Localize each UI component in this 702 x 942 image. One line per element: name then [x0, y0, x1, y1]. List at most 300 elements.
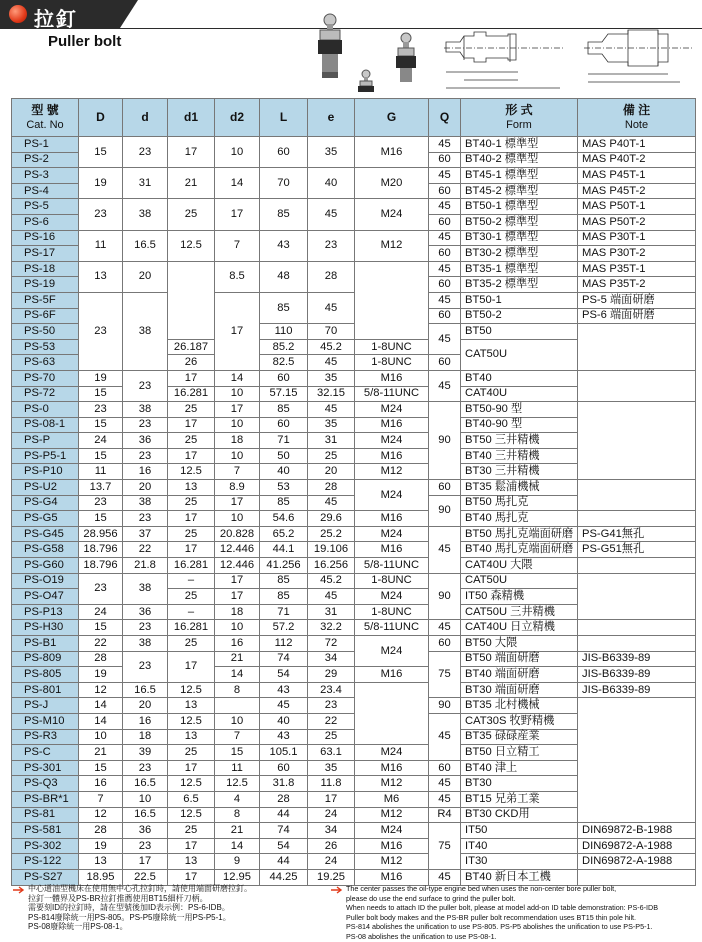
note-en-line: please do use the end surface to grind the puller bolt. — [346, 893, 516, 903]
cell-cat: PS-63 — [12, 355, 79, 371]
cell-d1: 25 — [168, 199, 215, 230]
cell-form: CAT50U — [461, 573, 578, 589]
cell-d: 10 — [123, 791, 168, 807]
cell-cat: PS-P5-1 — [12, 448, 79, 464]
cell-cat: PS-B1 — [12, 636, 79, 652]
notes-en — [346, 884, 696, 942]
cell-e: 20 — [308, 464, 355, 480]
cell-e: 45 — [308, 589, 355, 605]
cell-d1: 13 — [168, 729, 215, 745]
cell-cat: PS-4 — [12, 183, 79, 199]
cell-cat: PS-72 — [12, 386, 79, 402]
cell-d1: 17 — [168, 542, 215, 558]
cell-e: 29.6 — [308, 511, 355, 527]
cell-e: 31 — [308, 433, 355, 449]
cell-d1: 26.187 — [168, 339, 215, 355]
cell-Q: 60 — [429, 183, 461, 199]
cell-note: PS-G51無孔 — [578, 542, 696, 558]
cell-d2: 7 — [215, 729, 260, 745]
cell-Q: 60 — [429, 308, 461, 324]
cell-d1: 17 — [168, 511, 215, 527]
cell-D: 15 — [79, 760, 123, 776]
cell-form: BT50 馬扎克 — [461, 495, 578, 511]
cell-cat: PS-P10 — [12, 464, 79, 480]
table-row — [12, 526, 696, 542]
note-en-line: The center passes the oil-type engine bed when uses the non-center bore puller bolt, — [346, 884, 617, 893]
cell-cat: PS-0 — [12, 402, 79, 418]
cell-e: 72 — [308, 636, 355, 652]
col-header-note: 備 注 Note — [578, 99, 696, 137]
cell-G: M12 — [355, 464, 429, 480]
cell-d1: 12.5 — [168, 807, 215, 823]
cell-d1: 13 — [168, 698, 215, 714]
cell-L: 112 — [260, 636, 308, 652]
cell-cat: PS-Q3 — [12, 776, 79, 792]
cell-G: M24 — [355, 480, 429, 511]
cell-d1: 6.5 — [168, 791, 215, 807]
cell-d2: 14 — [215, 168, 260, 199]
cell-note — [578, 636, 696, 652]
cell-form: BT50 端面研磨 — [461, 651, 578, 667]
cell-cat: PS-302 — [12, 838, 79, 854]
cell-cat: PS-53 — [12, 339, 79, 355]
cell-d2: 10 — [215, 511, 260, 527]
cell-e: 45 — [308, 355, 355, 371]
cell-form: BT45-2 標準型 — [461, 183, 578, 199]
cell-form: BT30 端面研磨 — [461, 682, 578, 698]
cell-cat: PS-581 — [12, 823, 79, 839]
cell-L: 85 — [260, 589, 308, 605]
table-row — [12, 636, 696, 652]
cell-L: 44.25 — [260, 869, 308, 885]
cell-Q: 60 — [429, 152, 461, 168]
cell-d2: 8 — [215, 807, 260, 823]
cell-d1: 17 — [168, 869, 215, 885]
table-row — [12, 667, 696, 683]
cell-form: BT30 三井精機 — [461, 464, 578, 480]
cell-d2: 10 — [215, 417, 260, 433]
cell-L: 74 — [260, 823, 308, 839]
cell-D: 15 — [79, 620, 123, 636]
col-header-d2: d2 — [215, 99, 260, 137]
cell-L: 74 — [260, 651, 308, 667]
note-zh-line: 中心通油型機床在使用無中心孔拉釘時，請使用端面研磨拉釘。 — [28, 884, 252, 893]
cell-d2: 10 — [215, 386, 260, 402]
col-header-L: L — [260, 99, 308, 137]
cell-D: 19 — [79, 370, 123, 386]
cell-note: MAS P35T-1 — [578, 261, 696, 277]
cell-Q: 60 — [429, 277, 461, 293]
cell-G: M24 — [355, 199, 429, 230]
cell-Q: 45 — [429, 791, 461, 807]
cell-d: 23 — [123, 448, 168, 464]
cell-d: 23 — [123, 370, 168, 401]
cell-d: 17 — [123, 854, 168, 870]
cell-d2: 17 — [215, 292, 260, 370]
cell-D: 24 — [79, 433, 123, 449]
cell-d2: 17 — [215, 495, 260, 511]
cell-Q: 60 — [429, 760, 461, 776]
cell-Q: 45 — [429, 869, 461, 885]
cell-e: 34 — [308, 823, 355, 839]
cell-cat: PS-17 — [12, 246, 79, 262]
cell-cat: PS-P13 — [12, 604, 79, 620]
page-title-zh: 拉釘 — [34, 9, 78, 31]
table-row — [12, 573, 696, 589]
cell-cat: PS-81 — [12, 807, 79, 823]
table-row — [12, 168, 696, 184]
cell-d1: 13 — [168, 854, 215, 870]
cell-note: MAS P50T-1 — [578, 199, 696, 215]
cell-form: BT30 CKD用 — [461, 807, 578, 823]
cell-L: 41.256 — [260, 558, 308, 574]
cell-L: 71 — [260, 433, 308, 449]
cell-d: 39 — [123, 745, 168, 761]
cell-G: M20 — [355, 168, 429, 199]
cell-cat: PS-3 — [12, 168, 79, 184]
cell-d: 16 — [123, 713, 168, 729]
cell-Q: 90 — [429, 698, 461, 714]
cell-cat: PS-G45 — [12, 526, 79, 542]
cell-e: 23 — [308, 698, 355, 714]
cell-cat: PS-O19 — [12, 573, 79, 589]
arrow-icon — [330, 886, 344, 894]
cell-form: BT40 三井精機 — [461, 448, 578, 464]
cell-cat: PS-6F — [12, 308, 79, 324]
cell-e: 29 — [308, 667, 355, 683]
cell-D: 19 — [79, 168, 123, 199]
cell-G: M24 — [355, 745, 429, 761]
cell-note — [578, 370, 696, 401]
cell-form: BT50 馬扎克端面研磨 — [461, 526, 578, 542]
cell-e: 23 — [308, 230, 355, 261]
cell-e: 31 — [308, 604, 355, 620]
table-row — [12, 620, 696, 636]
cell-d1: 26 — [168, 355, 215, 371]
cell-d1: 21 — [168, 168, 215, 199]
table-body — [12, 137, 696, 886]
cell-G: 1-8UNC — [355, 604, 429, 620]
cell-L: 60 — [260, 370, 308, 386]
cell-cat: PS-O47 — [12, 589, 79, 605]
cell-e: 19.106 — [308, 542, 355, 558]
cell-note: JIS-B6339-89 — [578, 667, 696, 683]
cell-d: 23 — [123, 417, 168, 433]
cell-G: M24 — [355, 823, 429, 839]
cell-form: BT45-1 標準型 — [461, 168, 578, 184]
cell-G: M24 — [355, 433, 429, 449]
cell-form: IT50 — [461, 823, 578, 839]
note-zh-line: 需要刻ID的拉釘時，請在型號後加ID表示例：PS-6-IDB。 — [28, 903, 230, 913]
table-row — [12, 137, 696, 153]
cell-note — [578, 511, 696, 527]
cell-e: 34 — [308, 651, 355, 667]
cell-G: M24 — [355, 636, 429, 667]
cell-e: 25.2 — [308, 526, 355, 542]
cell-form: CAT40U — [461, 386, 578, 402]
cell-L: 31.8 — [260, 776, 308, 792]
cell-form: BT50-1 — [461, 292, 578, 308]
cell-cat: PS-G4 — [12, 495, 79, 511]
cell-d2: 21 — [215, 823, 260, 839]
cell-cat: PS-1 — [12, 137, 79, 153]
note-zh-line: 拉釘一體界及PS-BR拉釘推薦使用BT15細杆刀柄。 — [28, 893, 208, 903]
page-header — [0, 0, 702, 96]
cell-note: DIN69872-B-1988 — [578, 823, 696, 839]
cell-G: M12 — [355, 854, 429, 870]
cell-d: 38 — [123, 199, 168, 230]
cell-Q: 45 — [429, 620, 461, 636]
cell-Q: 90 — [429, 573, 461, 620]
cell-D: 14 — [79, 698, 123, 714]
cell-D: 23 — [79, 402, 123, 418]
cell-note — [578, 558, 696, 574]
cell-e: 40 — [308, 168, 355, 199]
cell-d2: 17 — [215, 573, 260, 589]
cell-G: 5/8-11UNC — [355, 386, 429, 402]
cell-L: 60 — [260, 417, 308, 433]
cell-note: DIN69872-A-1988 — [578, 838, 696, 854]
cell-G: 5/8-11UNC — [355, 558, 429, 574]
cell-d: 38 — [123, 636, 168, 652]
cell-d1: 17 — [168, 370, 215, 386]
cell-cat: PS-2 — [12, 152, 79, 168]
cell-e: 11.8 — [308, 776, 355, 792]
cell-D: 12 — [79, 807, 123, 823]
cell-d: 23 — [123, 760, 168, 776]
cell-D: 15 — [79, 386, 123, 402]
cell-D: 12 — [79, 682, 123, 698]
cell-e: 17 — [308, 791, 355, 807]
cell-d2: 8.5 — [215, 261, 260, 292]
cell-e: 45.2 — [308, 339, 355, 355]
cell-d: 22 — [123, 542, 168, 558]
cell-d1: – — [168, 573, 215, 589]
cell-L: 54.6 — [260, 511, 308, 527]
cell-d: 23 — [123, 137, 168, 168]
cell-L: 40 — [260, 713, 308, 729]
cell-D: 23 — [79, 495, 123, 511]
cell-G: M24 — [355, 402, 429, 418]
cell-D: 23 — [79, 573, 123, 604]
cell-G — [355, 261, 429, 339]
cell-D: 11 — [79, 230, 123, 261]
cell-d2: 20.828 — [215, 526, 260, 542]
table-row — [12, 292, 696, 308]
cell-note: DIN69872-A-1988 — [578, 854, 696, 870]
cell-d1: 17 — [168, 838, 215, 854]
cell-D: 23 — [79, 292, 123, 370]
cell-D: 11 — [79, 464, 123, 480]
cell-d2: 14 — [215, 838, 260, 854]
cell-Q: 45 — [429, 526, 461, 573]
cell-L: 48 — [260, 261, 308, 292]
cell-L: 105.1 — [260, 745, 308, 761]
cell-e: 45 — [308, 292, 355, 323]
spec-table — [11, 98, 696, 886]
cell-form: BT40 馬扎克端面研磨 — [461, 542, 578, 558]
cell-d2: 7 — [215, 230, 260, 261]
note-zh-line: PS-814廢除統一用PS-805。PS-P5廢除統一用PS-P5-1。 — [28, 912, 231, 922]
cell-cat: PS-G58 — [12, 542, 79, 558]
cell-e: 25 — [308, 729, 355, 745]
cell-cat: PS-805 — [12, 667, 79, 683]
cell-form: BT50 大隈 — [461, 636, 578, 652]
cell-D: 21 — [79, 745, 123, 761]
cell-form: BT40 新日本工機 — [461, 869, 578, 885]
cell-d: 38 — [123, 495, 168, 511]
cell-form: IT50 森精機 — [461, 589, 578, 605]
cell-d2: 8.9 — [215, 480, 260, 496]
cell-L: 85 — [260, 573, 308, 589]
table-row — [12, 823, 696, 839]
col-header-D: D — [79, 99, 123, 137]
cell-L: 45 — [260, 698, 308, 714]
cell-d: 23 — [123, 651, 168, 682]
cell-d: 36 — [123, 433, 168, 449]
cell-d: 38 — [123, 573, 168, 604]
cell-L: 50 — [260, 448, 308, 464]
cell-form: BT50 日立精工 — [461, 745, 578, 761]
cell-D: 22 — [79, 636, 123, 652]
cell-L: 85 — [260, 402, 308, 418]
cell-G: M12 — [355, 776, 429, 792]
cell-d: 36 — [123, 604, 168, 620]
cell-L: 44 — [260, 807, 308, 823]
cell-d2: 9 — [215, 854, 260, 870]
col-header-G: G — [355, 99, 429, 137]
cell-d: 23 — [123, 838, 168, 854]
cell-Q: 90 — [429, 402, 461, 480]
cell-L: 43 — [260, 230, 308, 261]
cell-d2: 14 — [215, 667, 260, 683]
cell-form: IT40 — [461, 838, 578, 854]
cell-Q: 60 — [429, 355, 461, 371]
table-row — [12, 838, 696, 854]
cell-d2: 14 — [215, 370, 260, 386]
cell-note: MAS P45T-1 — [578, 168, 696, 184]
cell-L: 28 — [260, 791, 308, 807]
cell-form: CAT50U — [461, 339, 578, 370]
cell-e: 26 — [308, 838, 355, 854]
cell-D: 13.7 — [79, 480, 123, 496]
cell-D: 24 — [79, 604, 123, 620]
cell-d2: 17 — [215, 199, 260, 230]
cell-D: 15 — [79, 511, 123, 527]
cell-L: 57.15 — [260, 386, 308, 402]
cell-d1: 12.5 — [168, 776, 215, 792]
cell-note: PS-5 端面研磨 — [578, 292, 696, 308]
cell-Q: 45 — [429, 261, 461, 277]
cell-D: 14 — [79, 713, 123, 729]
title-bar-tab — [120, 0, 138, 28]
cell-d: 16.5 — [123, 776, 168, 792]
note-en-line: PS-08 abolishes the unification to use PS-08-1. — [346, 931, 497, 941]
cell-note: MAS P35T-2 — [578, 277, 696, 293]
cell-Q: 60 — [429, 480, 461, 496]
cell-d2: 18 — [215, 433, 260, 449]
cell-d2: 10 — [215, 448, 260, 464]
note-en-line: Puller bolt body makes and the PS-BR puller bolt recommendation uses BT15 thin pole hilt. — [346, 912, 637, 922]
cell-note: PS-6 端面研磨 — [578, 308, 696, 324]
cell-L: 54 — [260, 838, 308, 854]
col-header-cat: 型 號 Cat. No — [12, 99, 79, 137]
cell-D: 18.95 — [79, 869, 123, 885]
cell-e: 28 — [308, 480, 355, 496]
cell-form: BT50-2 — [461, 308, 578, 324]
cell-cat: PS-301 — [12, 760, 79, 776]
cell-cat: PS-5F — [12, 292, 79, 308]
cell-Q: 60 — [429, 636, 461, 652]
cell-d2: 10 — [215, 137, 260, 168]
cell-L: 85 — [260, 495, 308, 511]
cell-G: 1-8UNC — [355, 355, 429, 371]
cell-L: 57.2 — [260, 620, 308, 636]
cell-cat: PS-50 — [12, 324, 79, 340]
cell-e: 45.2 — [308, 573, 355, 589]
cell-e: 25 — [308, 448, 355, 464]
cell-form: BT30 — [461, 776, 578, 792]
cell-d: 23 — [123, 511, 168, 527]
table-row — [12, 511, 696, 527]
cell-note: MAS P30T-1 — [578, 230, 696, 246]
cell-Q: 45 — [429, 168, 461, 184]
cell-G: 1-8UNC — [355, 339, 429, 355]
cell-d2: 10 — [215, 713, 260, 729]
puller-bolt-drawing — [440, 8, 695, 92]
table-row — [12, 199, 696, 215]
table-row — [12, 854, 696, 870]
cell-Q: 90 — [429, 495, 461, 526]
cell-L: 85 — [260, 199, 308, 230]
cell-D: 18.796 — [79, 558, 123, 574]
cell-form: BT40-1 標準型 — [461, 137, 578, 153]
cell-d1: 17 — [168, 448, 215, 464]
cell-d2: 18 — [215, 604, 260, 620]
cell-d1: 25 — [168, 526, 215, 542]
cell-e: 32.15 — [308, 386, 355, 402]
cell-D: 10 — [79, 729, 123, 745]
cell-note — [578, 698, 696, 823]
cell-D: 23 — [79, 199, 123, 230]
cell-d2: 8 — [215, 682, 260, 698]
cell-form: BT40 津上 — [461, 760, 578, 776]
cell-form: BT40 馬扎克 — [461, 511, 578, 527]
table-header-row — [12, 99, 696, 137]
cell-e: 45 — [308, 495, 355, 511]
cell-G: M16 — [355, 448, 429, 464]
cell-cat: PS-70 — [12, 370, 79, 386]
cell-G: M12 — [355, 230, 429, 261]
cell-e: 22 — [308, 713, 355, 729]
cell-cat: PS-J — [12, 698, 79, 714]
cell-form: BT35-1 標準型 — [461, 261, 578, 277]
cell-form: BT50 三井精機 — [461, 433, 578, 449]
cell-form: BT50-2 標準型 — [461, 214, 578, 230]
cell-note — [578, 869, 696, 885]
cell-form: CAT40U 大隈 — [461, 558, 578, 574]
cell-d: 21.8 — [123, 558, 168, 574]
cell-form: BT35-2 標準型 — [461, 277, 578, 293]
cell-G: 1-8UNC — [355, 573, 429, 589]
table-row — [12, 402, 696, 418]
page-title-en: Puller bolt — [48, 33, 122, 50]
table-row — [12, 261, 696, 277]
col-header-d: d — [123, 99, 168, 137]
cell-Q: R4 — [429, 807, 461, 823]
cell-D: 16 — [79, 776, 123, 792]
cell-cat: PS-08-1 — [12, 417, 79, 433]
